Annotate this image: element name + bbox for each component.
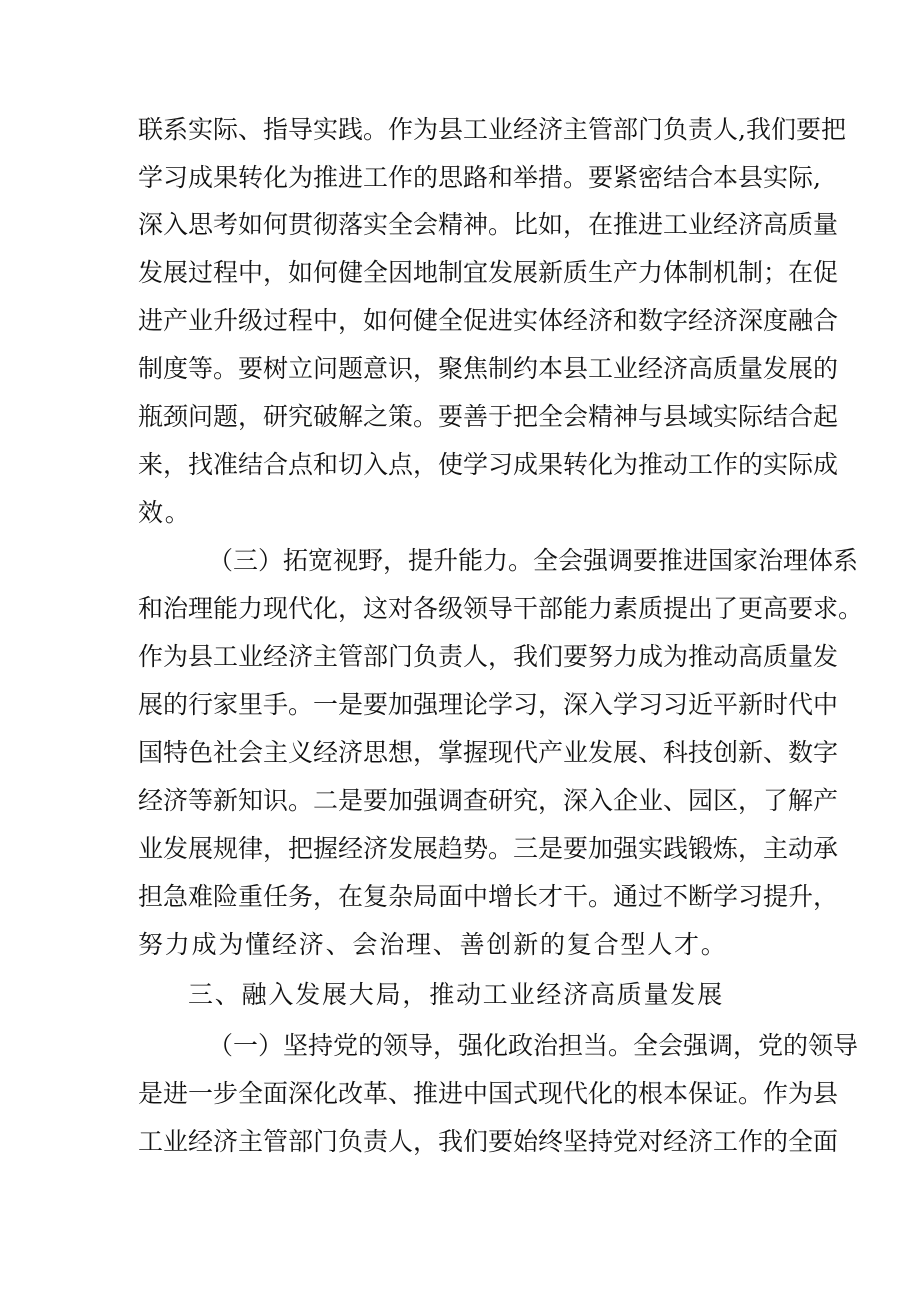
body-text-line: 制度等。要树立问题意识，聚焦制约本县工业经济高质量发展的 xyxy=(138,354,839,383)
body-text-line: 工业经济主管部门负责人，我们要始终坚持党对经济工作的全面 xyxy=(138,1127,839,1156)
body-text-line: 业发展规律，把握经济发展趋势。三是要加强实践锻炼，主动承 xyxy=(138,834,839,863)
body-text-line: 深入思考如何贯彻落实全会精神。比如，在推进工业经济高质量 xyxy=(138,210,839,239)
body-text-line: 学习成果转化为推进工作的思路和举措。要紧密结合本县实际, xyxy=(138,163,821,192)
body-text-line: 联系实际、指导实践。作为县工业经济主管部门负责人,我们要把 xyxy=(138,115,846,144)
body-text-line: 国特色社会主义经济思想，掌握现代产业发展、科技创新、数字 xyxy=(138,738,839,767)
body-text-line: 是进一步全面深化改革、推进中国式现代化的根本保证。作为县 xyxy=(138,1079,839,1108)
body-text-line: 和治理能力现代化，这对各级领导干部能力素质提出了更高要求。 xyxy=(138,594,864,623)
body-text-line: 展的行家里手。一是要加强理论学习，深入学习习近平新时代中 xyxy=(138,690,839,719)
body-text-line: 担急难险重任务，在复杂局面中增长才干。通过不断学习提升， xyxy=(138,882,839,911)
body-text-line: 进产业升级过程中，如何健全促进实体经济和数字经济深度融合 xyxy=(138,306,839,335)
chapter-heading: 三、融入发展大局，推动工业经济高质量发展 xyxy=(188,980,725,1009)
body-text-line: 作为县工业经济主管部门负责人，我们要努力成为推动高质量发 xyxy=(138,642,839,671)
section-heading-line: （一）坚持党的领导，强化政治担当。全会强调，党的领导 xyxy=(208,1031,859,1060)
body-text-line: 来，找准结合点和切入点，使学习成果转化为推动工作的实际成 xyxy=(138,450,839,479)
body-text-line: 效。 xyxy=(138,498,192,527)
section-heading-line: （三）拓宽视野，提升能力。全会强调要推进国家治理体系 xyxy=(208,546,859,575)
body-text-line: 瓶颈问题，研究破解之策。要善于把全会精神与县域实际结合起 xyxy=(138,402,839,431)
body-text-line: 经济等新知识。二是要加强调查研究，深入企业、园区，了解产 xyxy=(138,786,839,815)
body-text-line: 发展过程中，如何健全因地制宜发展新质生产力体制机制；在促 xyxy=(138,258,839,287)
body-text-line: 努力成为懂经济、会治理、善创新的复合型人才。 xyxy=(138,930,728,959)
